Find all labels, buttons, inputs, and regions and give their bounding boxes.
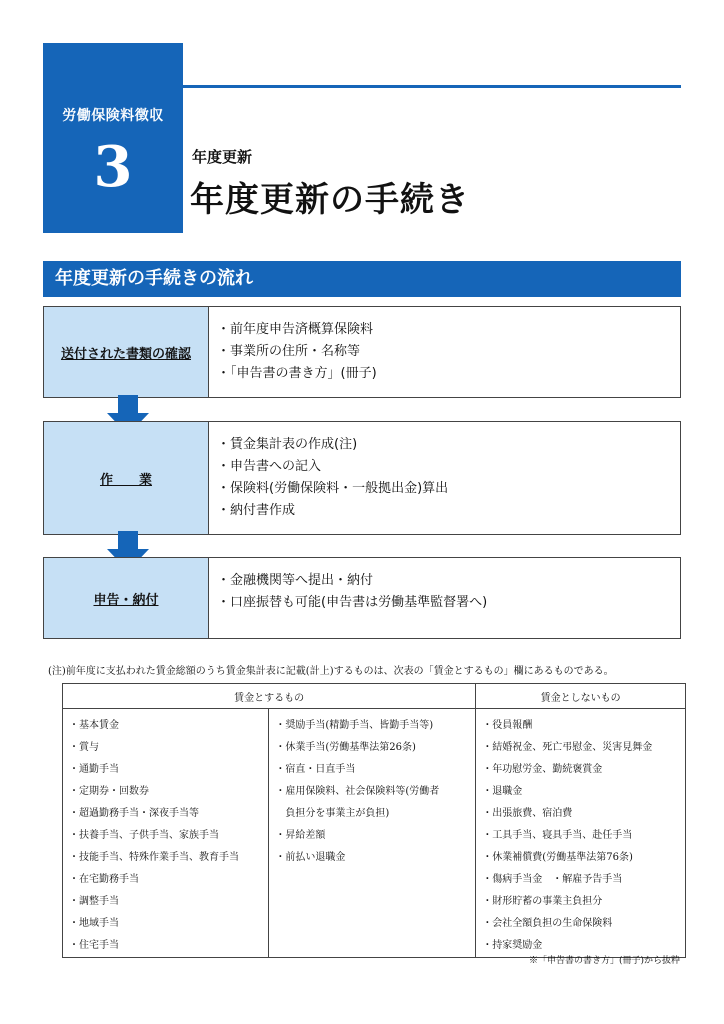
chapter-number: 3 xyxy=(93,134,133,200)
list-item: ・年功慰労金、勤続褒賞金 xyxy=(482,764,603,775)
list-item: ・在宅勤務手当 xyxy=(69,874,139,885)
table-row xyxy=(63,709,686,958)
table-cell-wage-col1 xyxy=(63,709,269,958)
list-item: ・休業手当(労働基準法第26条) xyxy=(275,742,416,753)
flow-item: ・金融機関等へ提出・納付 xyxy=(217,573,374,588)
list-item: ・奨励手当(精勤手当、皆勤手当等) xyxy=(275,720,434,731)
chapter-badge xyxy=(43,43,183,233)
list-item: ・結婚祝金、死亡弔慰金、災害見舞金 xyxy=(482,742,653,753)
list-item: ・地域手当 xyxy=(69,918,119,929)
flow-item: ・納付書作成 xyxy=(217,503,296,518)
wage-table xyxy=(62,683,686,958)
source-citation: ※「申告書の書き方」(冊子)から抜粋 xyxy=(528,956,680,966)
list-item: ・基本賃金 xyxy=(69,720,119,731)
list-item: ・会社全額負担の生命保険料 xyxy=(482,918,613,929)
list-item: ・昇給差額 xyxy=(275,830,326,841)
list-item: ・通勤手当 xyxy=(69,764,119,775)
list-item: ・定期券・回数券 xyxy=(69,786,149,797)
list-item: ・賞与 xyxy=(69,742,99,753)
flow-step-label: 申告・納付 xyxy=(44,558,209,638)
table-header-row xyxy=(63,684,686,709)
list-item: ・役員報酬 xyxy=(482,720,533,731)
page-title: 年度更新の手続き xyxy=(190,180,470,220)
page-subtitle: 年度更新 xyxy=(192,148,253,166)
column-header-nonwage: 賃金としないもの xyxy=(476,684,686,709)
flow-step-items xyxy=(209,307,680,397)
table-cell-wage-col2 xyxy=(269,709,476,958)
table-cell-nonwage xyxy=(476,709,686,958)
flow-item: ・前年度申告済概算保険料 xyxy=(217,322,374,337)
flow-item: ・口座振替も可能(申告書は労働基準監督署へ) xyxy=(217,595,488,610)
list-item: ・前払い退職金 xyxy=(275,852,346,863)
footnote: (注)前年度に支払われた賃金総額のうち賃金集計表に記載(計上)するものは、次表の「賃金とするもの」欄にあるものである。 xyxy=(48,666,614,677)
flow-step-filing xyxy=(43,557,681,639)
list-item: ・持家奨励金 xyxy=(482,940,543,951)
list-item: ・工具手当、寝具手当、赴任手当 xyxy=(482,830,633,841)
list-item: ・超過勤務手当・深夜手当等 xyxy=(69,808,199,819)
list-item: ・退職金 xyxy=(482,786,523,797)
column-header-wage: 賃金とするもの xyxy=(63,684,476,709)
flow-item: ・事業所の住所・名称等 xyxy=(217,344,361,359)
list-item: ・出張旅費、宿泊費 xyxy=(482,808,573,819)
flow-item: ・保険料(労働保険料・一般拠出金)算出 xyxy=(217,481,449,496)
list-item: ・住宅手当 xyxy=(69,940,119,951)
section-heading: 年度更新の手続きの流れ xyxy=(43,261,681,297)
list-item: ・調整手当 xyxy=(69,896,119,907)
list-item: ・財形貯蓄の事業主負担分 xyxy=(482,896,603,907)
list-item: ・傷病手当金 ・解雇予告手当 xyxy=(482,874,623,885)
flow-step-work xyxy=(43,421,681,535)
flow-item: ・賃金集計表の作成(注) xyxy=(217,437,358,452)
flow-item: ・「申告書の書き方」(冊子) xyxy=(217,366,377,381)
chapter-label: 労働保険料徴収 xyxy=(62,108,164,124)
flow-step-label: 作 業 xyxy=(44,422,209,534)
list-item: ・休業補償費(労働基準法第76条) xyxy=(482,852,633,863)
list-item: ・宿直・日直手当 xyxy=(275,764,356,775)
list-item: 負担分を事業主が負担) xyxy=(275,808,390,819)
header-rule xyxy=(183,85,681,88)
flow-step-items xyxy=(209,558,680,638)
flow-step-items xyxy=(209,422,680,534)
list-item: ・雇用保険料、社会保険料等(労働者 xyxy=(275,786,440,797)
flow-step-confirm xyxy=(43,306,681,398)
list-item: ・技能手当、特殊作業手当、教育手当 xyxy=(69,852,239,863)
flow-step-label: 送付された書類の確認 xyxy=(44,307,209,397)
list-item: ・扶養手当、子供手当、家族手当 xyxy=(69,830,219,841)
flow-item: ・申告書への記入 xyxy=(217,459,322,474)
